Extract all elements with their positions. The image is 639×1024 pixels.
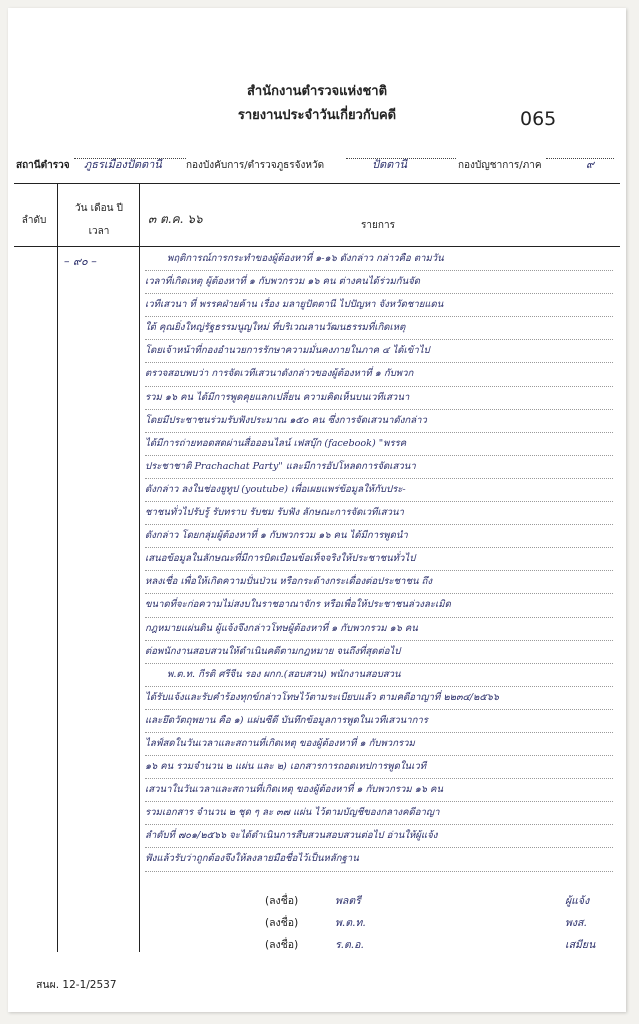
narrative-line: ได้รับแจ้งและรับคำร้องทุกข์กล่าวโทษไว้ตามระเบียบแล้ว ตามคดีอาญาที่ ๒๒๓๔/๒๕๖๖	[145, 687, 613, 710]
signatory-name: ร.ต.อ.	[335, 939, 364, 951]
narrative-line: เวลาที่เกิดเหตุ ผู้ต้องหาที่ ๑ กับพวกรวม ๑๖ คน ต่างคนได้ร่วมกันจัด	[145, 271, 613, 294]
signatory-role: ผู้แจ้ง	[565, 895, 590, 907]
region-number: ๙	[586, 158, 595, 171]
signatory-role: พงส.	[565, 917, 587, 929]
narrative-line: หลงเชื่อ เพื่อให้เกิดความปั่นป่วน หรือกระด้างกระเดื่องต่อประชาชน ถึง	[145, 571, 613, 594]
page-number: 065	[520, 108, 557, 130]
column-divider-1	[57, 183, 58, 952]
report-narrative	[145, 248, 613, 872]
entry-number: – ๙๐ –	[64, 255, 97, 268]
narrative-line: กฎหมายแผ่นดิน ผู้แจ้งจึงกล่าวโทษผู้ต้องหาที่ ๑ กับพวกรวม ๑๖ คน	[145, 618, 613, 641]
report-title: รายงานประจำวันเกี่ยวกับคดี	[237, 108, 397, 123]
signature-label: (ลงชื่อ)	[265, 895, 299, 907]
signature-label: (ลงชื่อ)	[265, 939, 299, 951]
narrative-line: ดังกล่าว ลงในช่องยูทูป (youtube) เพื่อเผยแพร่ข้อมูลให้กับประ-	[145, 479, 613, 502]
narrative-line: ประชาชาติ Prachachat Party" และมีการอัปโหลดการจัดเสวนา	[145, 456, 613, 479]
column-date-header: วัน เดือน ปี	[75, 203, 123, 214]
agency-title: สำนักงานตำรวจแห่งชาติ	[246, 84, 388, 99]
narrative-line: ตรวจสอบพบว่า การจัดเวทีเสวนาดังกล่าวของผู้ต้องหาที่ ๑ กับพวก	[145, 363, 613, 386]
table-header-rule	[14, 246, 620, 247]
station-label: สถานีตำรวจ	[16, 160, 70, 171]
report-page	[8, 8, 626, 1012]
narrative-line: พฤติการณ์การกระทำของผู้ต้องหาที่ ๑-๑๖ ดังกล่าว กล่าวคือ ตามวัน	[145, 248, 613, 271]
narrative-line: เสวนาในวันเวลาและสถานที่เกิดเหตุ ของผู้ต้องหาที่ ๑ กับพวกรวม ๑๖ คน	[145, 779, 613, 802]
column-divider-2	[139, 183, 140, 952]
signatory-name: พ.ต.ท.	[335, 917, 366, 929]
report-date: ๓ ต.ค. ๖๖	[148, 212, 203, 226]
narrative-line: ได้มีการถ่ายทอดสดผ่านสื่อออนไลน์ เฟสบุ๊ก (facebook) "พรรค	[145, 433, 613, 456]
column-time-header: เวลา	[88, 226, 110, 237]
station-row	[16, 158, 616, 176]
signature-label: (ลงชื่อ)	[265, 917, 299, 929]
narrative-line: ฟังแล้วรับว่าถูกต้องจึงให้ลงลายมือชื่อไว้เป็นหลักฐาน	[145, 848, 613, 871]
signature-block	[145, 888, 613, 954]
narrative-line: ต่อพนักงานสอบสวนให้ดำเนินคดีตามกฎหมาย จนถึงที่สุดต่อไป	[145, 641, 613, 664]
narrative-line: เสนอข้อมูลในลักษณะที่มีการบิดเบือนข้อเท็จจริงให้ประชาชนทั่วไป	[145, 548, 613, 571]
station-name: ภูธรเมืองปัตตานี	[84, 158, 162, 171]
narrative-line: รวมเอกสาร จำนวน ๒ ชุด ๆ ละ ๓๗ แผ่น ไว้ตามบัญชีของกลางคดีอาญา	[145, 802, 613, 825]
column-details-header: รายการ	[361, 220, 395, 231]
form-code: สนผ. 12-1/2537	[36, 979, 117, 991]
division-label: กองบังคับการ/ตำรวจภูธรจังหวัด	[186, 160, 325, 171]
signature-row	[145, 888, 613, 910]
narrative-line: เวทีเสวนา ที่ พรรคฝ่ายค้าน เรื่อง มลายูปัตตานี ไปปัญหา จังหวัดชายแดน	[145, 294, 613, 317]
command-label: กองบัญชาการ/ภาค	[458, 160, 542, 171]
signature-row	[145, 932, 613, 954]
signature-row	[145, 910, 613, 932]
narrative-line: ไลฟ์สดในวันเวลาและสถานที่เกิดเหตุ ของผู้ต้องหาที่ ๑ กับพวกรวม	[145, 733, 613, 756]
narrative-line: ชาชนทั่วไปรับรู้ รับทราบ รับชม รับฟัง ลักษณะการจัดเวทีเสวนา	[145, 502, 613, 525]
signatory-role: เสมียน	[565, 939, 596, 951]
region-line	[546, 158, 614, 159]
narrative-line: พ.ต.ท. กีรติ ศรีจีน รอง ผกก.(สอบสวน) พนักงานสอบสวน	[145, 664, 613, 687]
narrative-line: รวม ๑๖ คน ได้มีการพูดคุยแลกเปลี่ยน ความคิดเห็นบนเวทีเสวนา	[145, 387, 613, 410]
narrative-line: โดยเจ้าหน้าที่กองอำนวยการรักษาความมั่นคงภายในภาค ๔ ได้เข้าไป	[145, 340, 613, 363]
narrative-line: ดังกล่าว โดยกลุ่มผู้ต้องหาที่ ๑ กับพวกรวม ๑๖ คน ได้มีการพูดนำ	[145, 525, 613, 548]
narrative-line: และยึดวัตถุพยาน คือ ๑) แผ่นซีดี บันทึกข้อมูลการพูดในเวทีเสวนาการ	[145, 710, 613, 733]
narrative-line: ลำดับที่ ๗๐๑/๒๕๖๖ จะได้ดำเนินการสืบสวนสอบสวนต่อไป อ่านให้ผู้แจ้ง	[145, 825, 613, 848]
narrative-line: ๑๖ คน รวมจำนวน ๒ แผ่น และ ๒) เอกสารการถอดเทปการพูดในเวที	[145, 756, 613, 779]
table-top-rule	[14, 183, 620, 184]
signatory-name: พลตรี	[335, 895, 361, 907]
column-order-header: ลำดับ	[21, 215, 47, 226]
narrative-line: โดยมีประชาชนร่วมรับฟังประมาณ ๑๕๐ คน ซึ่งการจัดเสวนาดังกล่าว	[145, 410, 613, 433]
province-name: ปัตตานี	[372, 158, 407, 171]
narrative-line: ขนาดที่จะก่อความไม่สงบในราชอาณาจักร หรือเพื่อให้ประชาชนล่วงละเมิด	[145, 594, 613, 617]
narrative-line: ใต้ คุณยิ่งใหญ่รัฐธรรมนูญใหม่ ที่บริเวณลานวัฒนธรรมที่เกิดเหตุ	[145, 317, 613, 340]
